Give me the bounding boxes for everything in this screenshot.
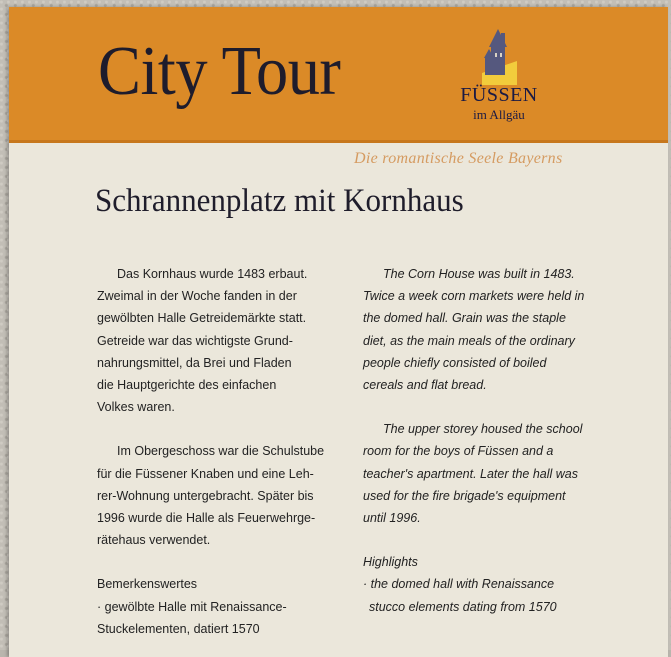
german-text-column bbox=[97, 263, 337, 640]
tagline: Die romantische Seele Bayerns bbox=[354, 150, 563, 167]
english-paragraph-2 bbox=[363, 418, 623, 529]
text-line: people chiefly consisted of boiled bbox=[363, 355, 547, 370]
text-line: die Hauptgerichte des einfachen bbox=[97, 378, 277, 393]
english-highlight-item: · the domed hall with Renaissance bbox=[363, 577, 555, 592]
text-line: Im Obergeschoss war die Schulstube bbox=[117, 444, 325, 459]
information-sign bbox=[9, 7, 668, 657]
english-highlights-title: Highlights bbox=[363, 555, 418, 570]
text-line: until 1996. bbox=[363, 511, 421, 526]
text-line: Zweimal in der Woche fanden in der bbox=[97, 289, 297, 304]
text-line: Das Kornhaus wurde 1483 erbaut. bbox=[117, 267, 308, 281]
logo-town-name: FÜSSEN bbox=[460, 84, 538, 106]
text-line: rätehaus verwendet. bbox=[97, 533, 211, 548]
text-line: room for the boys of Füssen and a bbox=[363, 444, 554, 459]
text-line: cereals and flat bread. bbox=[363, 378, 487, 393]
text-line: Twice a week corn markets were held in bbox=[363, 289, 585, 304]
text-line: The upper storey housed the school bbox=[383, 422, 583, 437]
german-highlights bbox=[97, 573, 337, 640]
english-paragraph-1 bbox=[363, 263, 623, 396]
text-line: the domed hall. Grain was the staple bbox=[363, 311, 566, 326]
german-paragraph-1 bbox=[97, 263, 337, 418]
fuessen-logo bbox=[449, 27, 549, 127]
text-line: diet, as the main meals of the ordinary bbox=[363, 333, 575, 348]
english-text-column bbox=[363, 263, 623, 618]
sign-heading: Schrannenplatz mit Kornhaus bbox=[95, 183, 464, 219]
text-line: teacher's apartment. Later the hall was bbox=[363, 466, 579, 481]
text-line: The Corn House was built in 1483. bbox=[383, 267, 575, 281]
german-highlight-item: Stuckelementen, datiert 1570 bbox=[97, 621, 260, 636]
german-highlight-item: · gewölbte Halle mit Renaissance- bbox=[97, 599, 287, 614]
text-line: 1996 wurde die Halle als Feuerwehrge- bbox=[97, 511, 316, 526]
text-line: für die Füssener Knaben und eine Leh- bbox=[97, 466, 314, 481]
sign-title: City Tour bbox=[98, 33, 341, 110]
german-paragraph-2 bbox=[97, 440, 337, 551]
logo-region-name: im Allgäu bbox=[473, 107, 525, 122]
text-line: used for the fire brigade's equipment bbox=[363, 488, 566, 503]
sign-banner bbox=[9, 7, 668, 143]
text-line: nahrungsmittel, da Brei und Fladen bbox=[97, 355, 292, 370]
castle-tower-icon bbox=[449, 27, 549, 85]
german-highlights-title: Bemerkenswertes bbox=[97, 577, 198, 592]
english-highlight-item: stucco elements dating from 1570 bbox=[369, 599, 557, 614]
text-line: Volkes waren. bbox=[97, 400, 175, 415]
text-line: rer-Wohnung untergebracht. Später bis bbox=[97, 488, 314, 503]
english-highlights bbox=[363, 551, 623, 618]
text-line: Getreide war das wichtigste Grund- bbox=[97, 333, 293, 348]
text-line: gewölbten Halle Getreidemärkte statt. bbox=[97, 311, 307, 326]
